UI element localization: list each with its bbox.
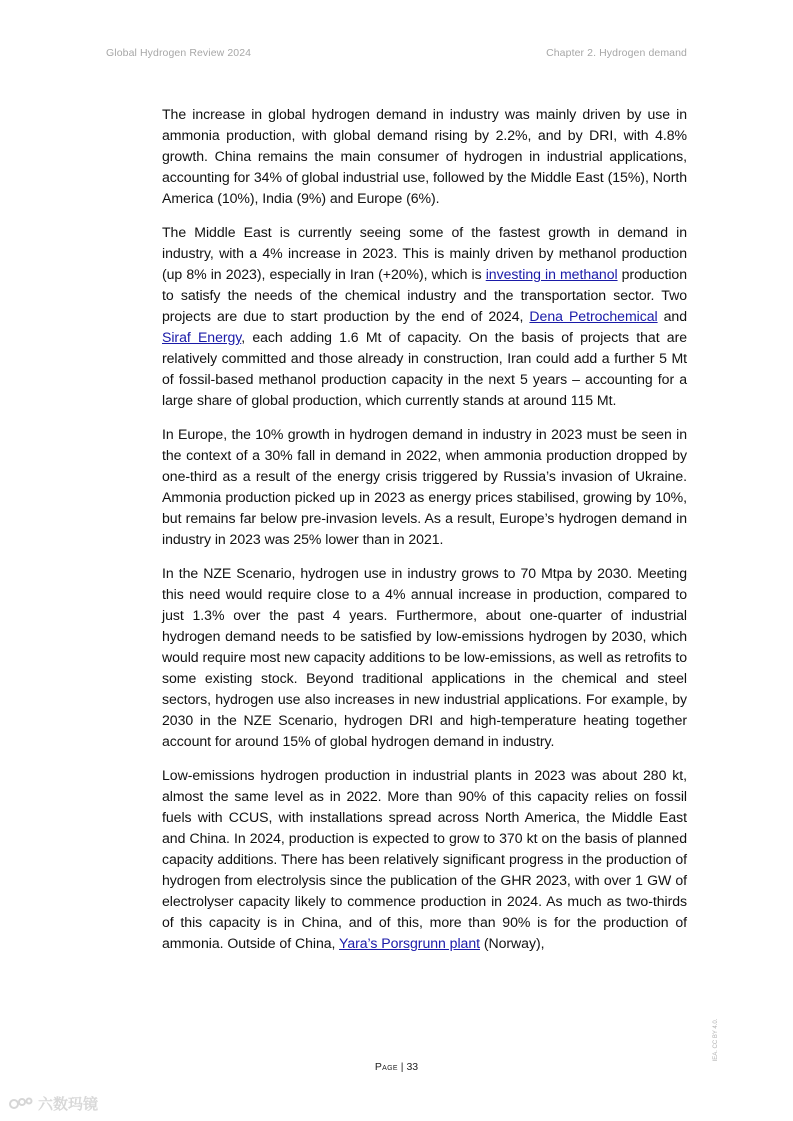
- link-yara-porsgrunn-plant[interactable]: Yara’s Porsgrunn plant: [339, 935, 480, 951]
- watermark-logo-icon: [8, 1095, 34, 1113]
- watermark: [8, 1093, 98, 1114]
- paragraph-5: [162, 765, 687, 954]
- body-text: [162, 104, 687, 967]
- paragraph-1: The increase in global hydrogen demand in industry was mainly driven by use in ammonia production, with global demand rising by 2.2%, and by DRI, with 4.8% growth. China remains the main consumer of hydrogen in industrial applications, accounting for 34% of global industrial use, followed by the Middle East (15%), North America (10%), India (9%) and Europe (6%).: [162, 106, 687, 206]
- license-text: IEA. CC BY 4.0.: [713, 1018, 719, 1062]
- link-siraf-energy[interactable]: Siraf Energy: [162, 329, 242, 345]
- running-header-title: Global Hydrogen Review 2024: [106, 47, 252, 59]
- paragraph-4: In the NZE Scenario, hydrogen use in industry grows to 70 Mtpa by 2030. Meeting this need would require close to a 4% annual increase in production, compared to just 1.3% over the past 4 years. Furthermore, about one-quarter of industrial hydrogen demand needs to be satisfied by low-emissions hydrogen by 2030, which would require most new capacity additions to be low-emissions, as well as retrofits to some existing stock. Beyond traditional applications in the chemical and steel sectors, hydrogen use also increases in new industrial applications. For example, by 2030 in the NZE Scenario, hydrogen DRI and high-temperature heating together account for around 15% of global hydrogen demand in industry.: [162, 565, 687, 749]
- paragraph-2-text-d: , each adding 1.6 Mt of capacity. On the basis of projects that are relatively committed and those already in construction, Iran could add a further 5 Mt of fossil-based methanol production capacity in the next 5 years – accounting for a large share of global production, which currently stands at around 115 Mt.: [162, 329, 687, 408]
- link-investing-in-methanol[interactable]: investing in methanol: [485, 266, 618, 282]
- paragraph-5-text-b: (Norway),: [479, 935, 545, 951]
- paragraph-2-text-c: and: [657, 308, 688, 324]
- paragraph-2-text-b: production to satisfy the needs of the chemical industry and the transportation sector. Two projects are due to start production by the end of 2024,: [162, 266, 687, 324]
- page-label: Page: [374, 1061, 398, 1073]
- paragraph-3: In Europe, the 10% growth in hydrogen demand in industry in 2023 must be seen in the context of a 30% fall in demand in 2022, when ammonia production dropped by one-third as a result of the energy crisis triggered by Russia’s invasion of Ukraine. Ammonia production picked up in 2023 as energy prices stabilised, growing by 10%, but remains far below pre-invasion levels. As a result, Europe’s hydrogen demand in industry in 2023 was 25% lower than in 2021.: [162, 426, 687, 547]
- running-header-chapter: Chapter 2. Hydrogen demand: [546, 47, 687, 59]
- watermark-text: 六数玛镜: [38, 1096, 99, 1113]
- page-separator: |: [397, 1061, 407, 1073]
- link-dena-petrochemical[interactable]: Dena Petrochemical: [529, 308, 658, 324]
- page-footer: [0, 1061, 793, 1073]
- page-number: 33: [406, 1061, 419, 1073]
- paragraph-2: [162, 222, 687, 411]
- paragraph-5-text-a: Low-emissions hydrogen production in industrial plants in 2023 was about 280 kt, almost the same level as in 2022. More than 90% of this capacity relies on fossil fuels with CCUS, with installations spread across North America, the Middle East and China. In 2024, production is expected to grow to 370 kt on the basis of planned capacity additions. There has been relatively significant progress in the production of hydrogen from electrolysis since the publication of the GHR 2023, with over 1 GW of electrolyser capacity likely to commence production in 2024. As much as two-thirds of this capacity is in China, and of this, more than 90% is for the production of ammonia. Outside of China,: [162, 767, 687, 951]
- paragraph-2-text-a: The Middle East is currently seeing some of the fastest growth in demand in industry, with a 4% increase in 2023. This is mainly driven by methanol production (up 8% in 2023), especially in Iran (+20%), which is: [162, 224, 687, 282]
